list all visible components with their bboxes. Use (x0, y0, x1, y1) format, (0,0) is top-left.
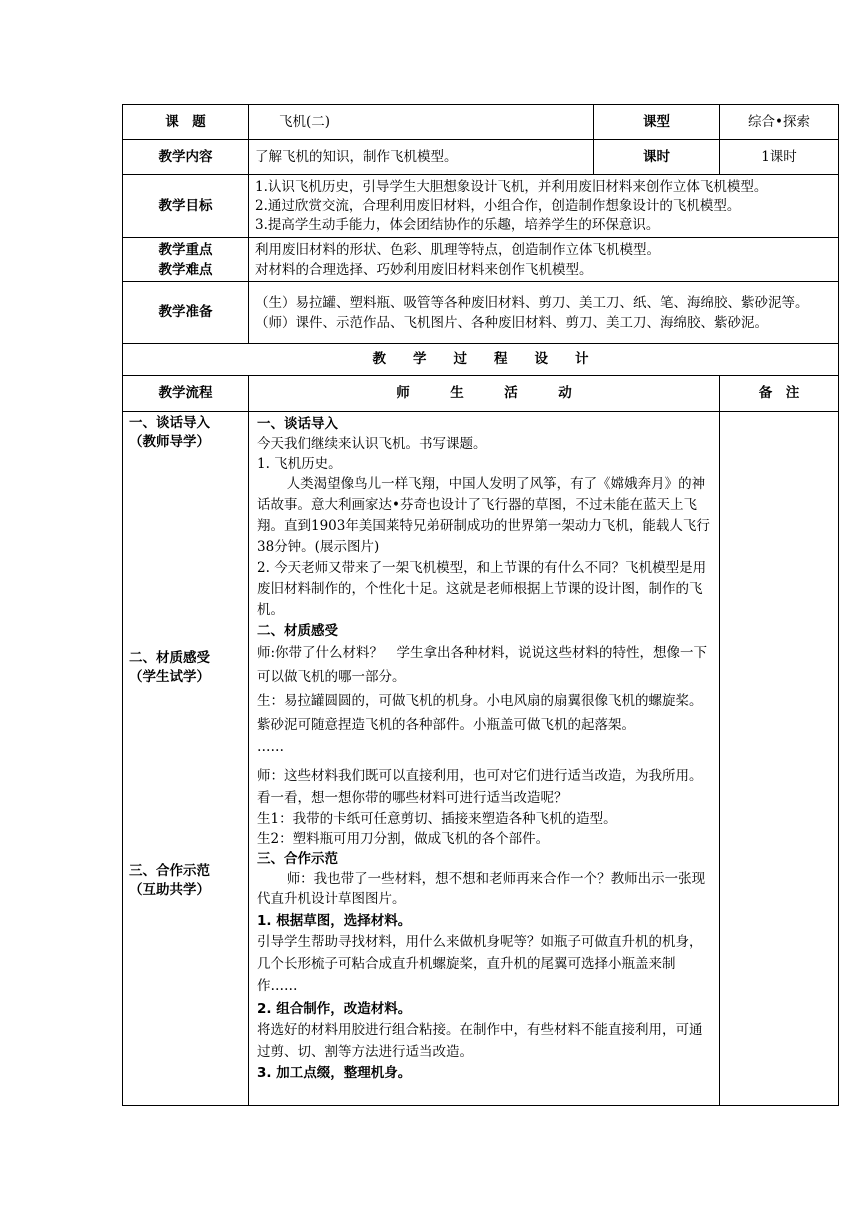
goal-item: 2.通过欣赏交流，合理利用废旧材料，小组合作，创造制作想象设计的飞机模型。 (255, 197, 741, 214)
difficulty-label: 教学难点 (158, 261, 213, 278)
key-labels (123, 238, 249, 282)
activity-heading-5: 2. 组合制作，改造材料。 (257, 1001, 412, 1017)
lesson-plan-table (122, 104, 839, 1106)
activity-text: 师:你带了什么材料？ 学生拿出各种材料，说说这些材料的特性，想像一下可以做飞机的哪一部分。 (257, 645, 708, 685)
activity-text: 1. 飞机历史。 (257, 456, 342, 472)
row-content (123, 140, 839, 175)
topic-value: 飞机(二) (249, 105, 594, 140)
key-point-label: 教学重点 (158, 241, 213, 258)
activity-column (249, 412, 720, 1106)
lesson-plan-document (122, 104, 838, 1106)
type-value: 综合•探索 (720, 105, 839, 140)
flow-step-1-sub: （教师导学） (129, 434, 210, 450)
hours-label: 课时 (594, 140, 720, 175)
note-column (720, 412, 839, 1106)
hours-value: 1课时 (720, 140, 839, 175)
activity-text: 生1：我带的卡纸可任意剪切、插接来塑造各种飞机的造型。 (257, 811, 617, 827)
flow-step-2-sub: （学生试学） (129, 669, 210, 685)
activity-heading-2: 二、材质感受 (257, 623, 338, 639)
activity-text: 师：这些材料我们既可以直接利用，也可对它们进行适当改造，为我所用。看一看，想一想你带的哪些材料可进行适当改造呢？ (257, 768, 703, 806)
key-point-text: 利用废旧材料的形状、色彩、肌理等特点，创造制作立体飞机模型。 (255, 241, 660, 258)
goals-label: 教学目标 (123, 175, 249, 238)
activity-text: 生：易拉罐圆圆的，可做飞机的机身。小电风扇的扇翼很像飞机的螺旋桨。紫砂泥可随意捏造飞机的各种部件。小瓶盖可做飞机的起落架。 (257, 693, 703, 733)
type-label: 课型 (594, 105, 720, 140)
row-process-body (123, 412, 839, 1106)
activity-heading-1: 一、谈话导入 (257, 416, 338, 432)
goal-item: 3.提高学生动手能力，体会团结协作的乐趣，培养学生的环保意识。 (255, 216, 660, 233)
prep-content (249, 282, 839, 344)
goal-item: 1.认识飞机历史，引导学生大胆想象设计飞机，并利用废旧材料来创作立体飞机模型。 (255, 178, 768, 195)
activity-heading-3: 三、合作示范 (257, 851, 338, 867)
activity-text: 人类渴望像鸟儿一样飞翔，中国人发明了风筝，有了《嫦娥奔月》的神话故事。意大利画家达•芬奇也设计了飞行器的草图，不过未能在蓝天上飞翔。直到1903年美国莱特兄弟研制成功的世界第一架动力飞机，能载人飞行38分钟。(展示图片) (257, 476, 710, 555)
row-preparation (123, 282, 839, 344)
goals-content (249, 175, 839, 238)
col-flow-header: 教学流程 (123, 376, 249, 412)
activity-text: 师：我也带了一些材料，想不想和老师再来合作一个？教师出示一张现代直升机设计草图图片。 (257, 871, 706, 907)
activity-heading-6: 3. 加工点缀，整理机身。 (257, 1065, 412, 1081)
col-note-header: 备 注 (720, 376, 839, 412)
prep-teacher: （师）课件、示范作品、飞机图片、各种废旧材料、剪刀、美工刀、海绵胶、紫砂泥。 (255, 314, 768, 331)
col-activity-header: 师 生 活 动 (249, 376, 720, 412)
row-key-points (123, 238, 839, 282)
key-content (249, 238, 839, 282)
flow-step-3: 三、合作示范 (129, 863, 210, 879)
activity-text: 将选好的材料用胶进行组合粘接。在制作中，有些材料不能直接利用，可通过剪、切、割等方法进行适当改造。 (257, 1022, 703, 1060)
row-goals (123, 175, 839, 238)
row-column-headers (123, 376, 839, 412)
content-label: 教学内容 (123, 140, 249, 175)
row-process-title (123, 344, 839, 376)
process-title: 教 学 过 程 设 计 (123, 344, 839, 376)
activity-text: 生2：塑料瓶可用刀分割，做成飞机的各个部件。 (257, 831, 550, 847)
content-value: 了解飞机的知识，制作飞机模型。 (249, 140, 594, 175)
activity-text: …… (257, 739, 284, 755)
flow-step-1: 一、谈话导入 (129, 415, 210, 431)
difficulty-text: 对材料的合理选择、巧妙利用废旧材料来创作飞机模型。 (255, 261, 593, 278)
flow-step-2: 二、材质感受 (129, 650, 210, 666)
prep-label: 教学准备 (123, 282, 249, 344)
activity-text: 引导学生帮助寻找材料，用什么来做机身呢等？如瓶子可做直升机的机身，几个长形梳子可粘合成直升机螺旋桨，直升机的尾翼可选择小瓶盖来制作…… (257, 934, 703, 994)
topic-label: 课 题 (123, 105, 249, 140)
flow-column (123, 412, 249, 1106)
activity-text: 2. 今天老师又带来了一架飞机模型，和上节课的有什么不同？飞机模型是用废旧材料制作的，个性化十足。这就是老师根据上节课的设计图，制作的飞机。 (257, 560, 707, 618)
prep-student: （生）易拉罐、塑料瓶、吸管等各种废旧材料、剪刀、美工刀、纸、笔、海绵胶、紫砂泥等。 (255, 294, 809, 311)
row-topic (123, 105, 839, 140)
activity-heading-4: 1. 根据草图，选择材料。 (257, 913, 412, 929)
flow-step-3-sub: （互助共学） (129, 882, 210, 898)
activity-text: 今天我们继续来认识飞机。书写课题。 (257, 436, 487, 452)
